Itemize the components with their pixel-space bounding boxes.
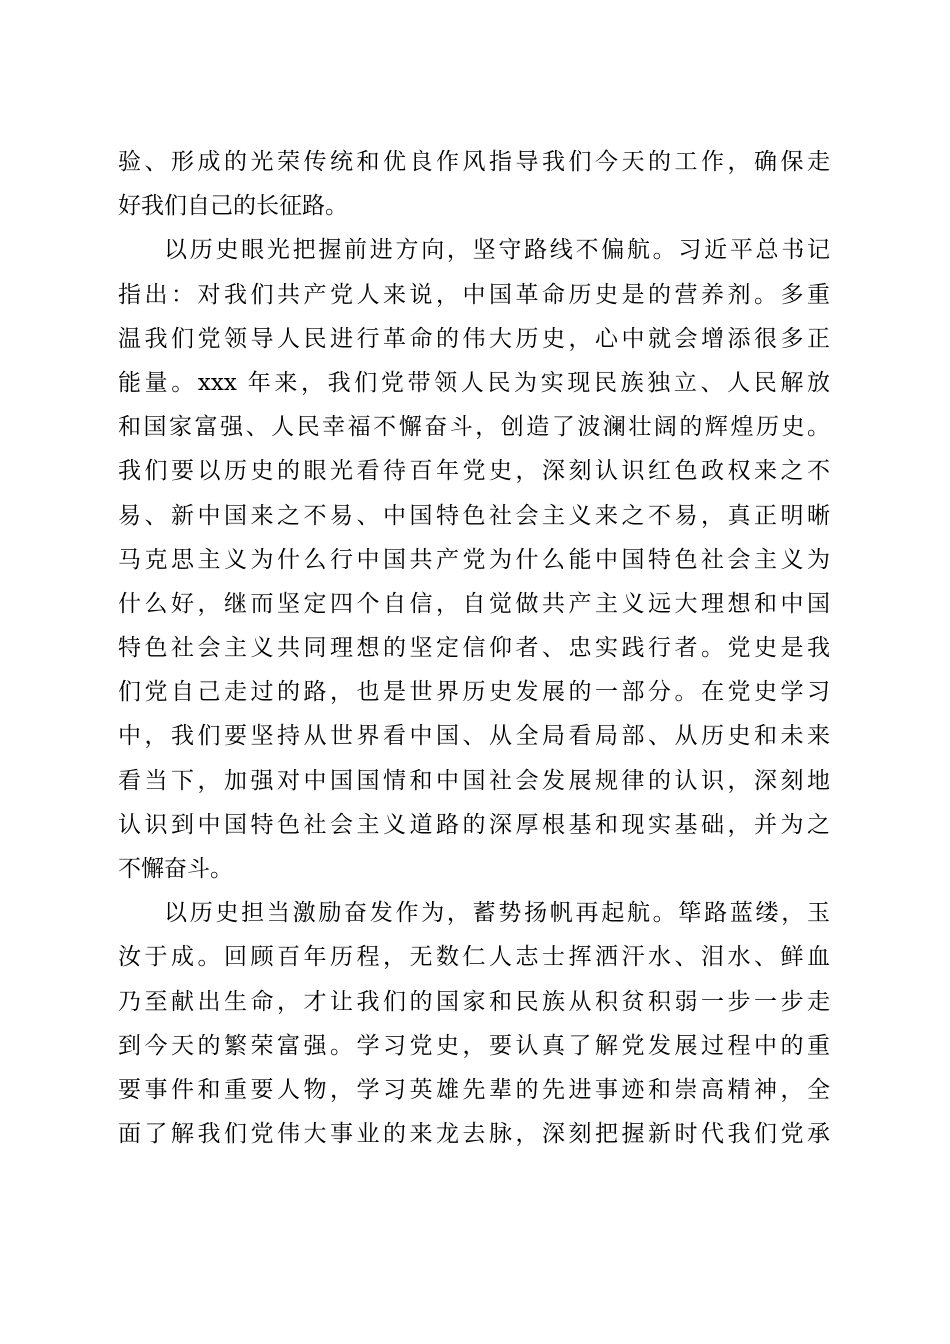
text-line: 乃至献出生命，才让我们的国家和民族从积贫积弱一步一步走 bbox=[118, 988, 830, 1015]
paragraph-first-line: 以历史担当激励奋发作为，蓄势扬帆再起航。筚路蓝缕，玉 bbox=[164, 900, 830, 927]
text-line: 指出：对我们共产党人来说，中国革命历史是的营养剂。多重 bbox=[118, 281, 830, 308]
text-line: 面了解我们党伟大事业的来龙去脉，深刻把握新时代我们党承 bbox=[118, 1121, 830, 1148]
text-line: 验、形成的光荣传统和优良作风指导我们今天的工作，确保走 bbox=[118, 149, 830, 175]
text-line: 认识到中国特色社会主义道路的深厚根基和现实基础，并为之 bbox=[118, 811, 830, 838]
text-line: 易、新中国来之不易、中国特色社会主义来之不易，真正明晰 bbox=[118, 502, 830, 529]
text-line: 中，我们要坚持从世界看中国、从全局看局部、从历史和未来 bbox=[118, 723, 830, 750]
paragraph-first-line: 以历史眼光把握前进方向，坚守路线不偏航。习近平总书记 bbox=[164, 237, 830, 264]
text-line: 什么好，继而坚定四个自信，自觉做共产主义远大理想和中国 bbox=[118, 590, 830, 617]
text-line: 不懈奋斗。 bbox=[118, 856, 233, 882]
text-line: 和国家富强、人民幸福不懈奋斗，创造了波澜壮阔的辉煌历史。 bbox=[118, 414, 830, 441]
text-line: 看当下，加强对中国国情和中国社会发展规律的认识，深刻地 bbox=[118, 767, 830, 794]
text-line: 温我们党领导人民进行革命的伟大历史，心中就会增添很多正 bbox=[118, 325, 830, 352]
body-text bbox=[118, 140, 830, 1156]
text-line: 能量。xxx 年来，我们党带领人民为实现民族独立、人民解放 bbox=[118, 369, 830, 396]
text-line: 我们要以历史的眼光看待百年党史，深刻认识红色政权来之不 bbox=[118, 458, 830, 485]
text-line: 到今天的繁荣富强。学习党史，要认真了解党发展过程中的重 bbox=[118, 1032, 830, 1059]
text-line: 好我们自己的长征路。 bbox=[118, 193, 348, 220]
text-line: 马克思主义为什么行中国共产党为什么能中国特色社会主义为 bbox=[118, 546, 830, 573]
text-line: 汝于成。回顾百年历程，无数仁人志士挥洒汗水、泪水、鲜血 bbox=[118, 944, 830, 971]
text-line: 特色社会主义共同理想的坚定信仰者、忠实践行者。党史是我 bbox=[118, 635, 830, 662]
text-line: 们党自己走过的路，也是世界历史发展的一部分。在党史学习 bbox=[118, 679, 830, 706]
text-line: 要事件和重要人物，学习英雄先辈的先进事迹和崇高精神，全 bbox=[118, 1076, 830, 1103]
